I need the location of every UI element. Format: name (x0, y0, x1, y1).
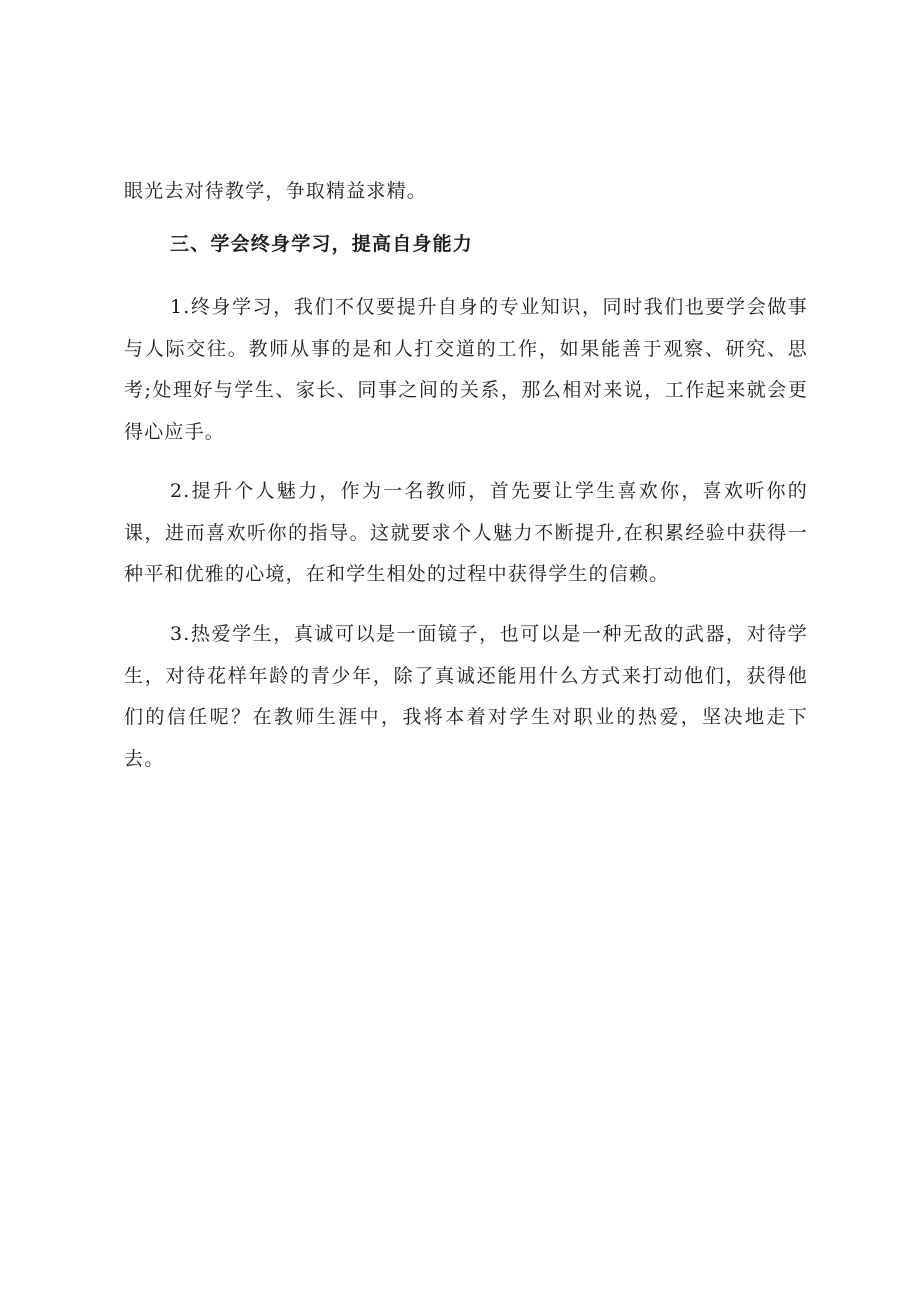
item-text: .提升个人魅力，作为一名教师，首先要让学生喜欢你，喜欢听你的课，进而喜欢听你的指导。这就要求个人魅力不断提升,在积累经验中获得一种平和优雅的心境，在和学生相处的过程中获得学生的信赖。 (124, 480, 808, 585)
item-text: .终身学习，我们不仅要提升自身的专业知识，同时我们也要学会做事与人际交往。教师从事的是和人打交道的工作，如果能善于观察、研究、思考;处理好与学生、家长、同事之间的关系，那么相对来说，工作起来就会更得心应手。 (124, 296, 808, 443)
section-heading: 三、学会终身学习，提高自身能力 (170, 233, 474, 255)
item-number: 1 (170, 296, 184, 318)
list-item-2 (124, 471, 808, 596)
continued-paragraph: 眼光去对待教学，争取精益求精。 (124, 180, 428, 202)
list-item-3 (124, 614, 808, 780)
item-text: .热爱学生，真诚可以是一面镜子，也可以是一种无敌的武器，对待学生，对待花样年龄的青少年，除了真诚还能用什么方式来打动他们，获得他们的信任呢？在教师生涯中，我将本着对学生对职业的热爱，坚决地走下去。 (124, 623, 808, 770)
item-number: 3 (170, 623, 184, 645)
item-number: 2 (170, 480, 184, 502)
list-item-1 (124, 287, 808, 453)
